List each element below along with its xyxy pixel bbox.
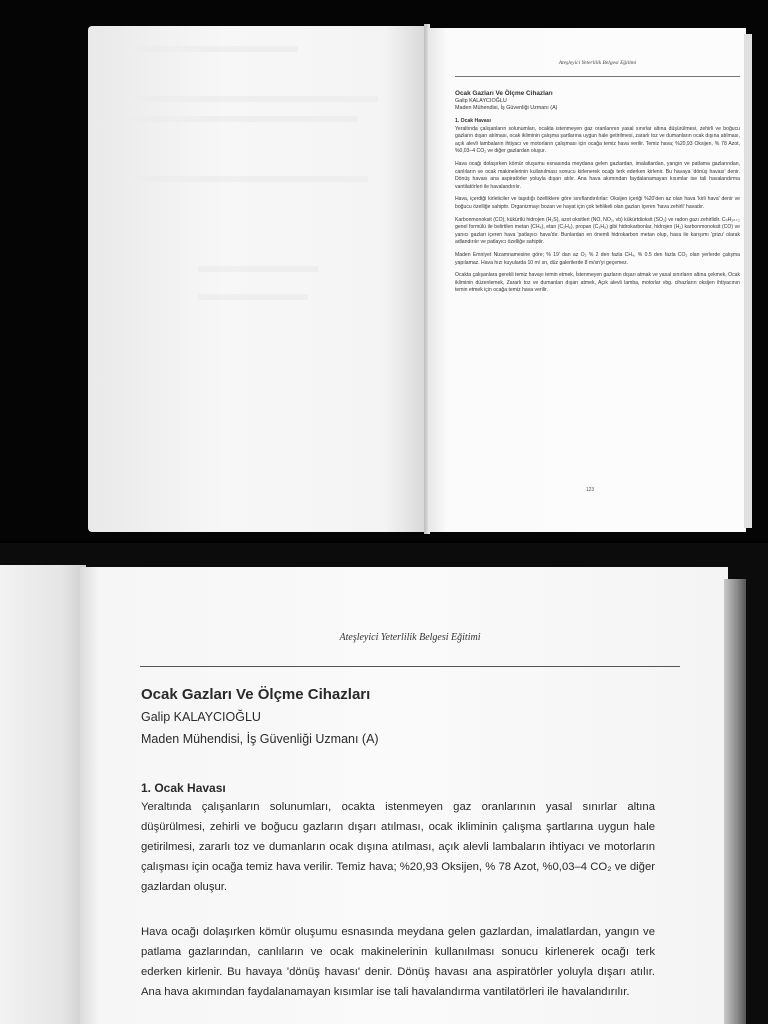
left-page-margin bbox=[0, 565, 86, 1024]
article-author: Galip KALAYCIOĞLU bbox=[455, 98, 507, 104]
paragraph: Maden Emniyet Nizamnamesine göre; % 19' dan az O₂ % 2 den fazla CH₄, % 0.5 den fazla CO₂ olan yerlerde çalışma yapılamaz. Hava hızı kuyularda 10 m/ sn, düz galerilerde 8 m/sn'yi geçemez. bbox=[455, 251, 740, 266]
article-title: Ocak Gazları Ve Ölçme Cihazları bbox=[141, 686, 371, 703]
page-edges bbox=[724, 579, 746, 1024]
paragraph: Yeraltında çalışanların solunumları, ocakta istenmeyen gaz oranlarının yasal sınırlar altına düşürülmesi, zehirli ve boğucu gazların dışarı atılması, ocak ikliminin çalışma şartlarına uygun hale getirilmesi, zararlı toz ve dumanların ocak dışına atılması, açık alevli lambaların ihtiyacı ve motorların çalışması için ocağa temiz hava verilir. Temiz hava; %20,93 Oksijen, % 78 Azot, %0,03–4 CO₂ ve diğer gazlardan oluşur. bbox=[455, 125, 740, 155]
article-body-zoomed bbox=[141, 684, 655, 1002]
page-edges bbox=[744, 34, 752, 528]
article-body bbox=[455, 90, 740, 300]
running-header: Ateşleyici Yeterlilik Belgesi Eğitimi bbox=[339, 632, 481, 643]
paragraph: Hava ocağı dolaşırken kömür oluşumu esnasında meydana gelen gazlardan, imalatlardan, yangın ve patlama gazlarından, canlıların ve ocak makinelerinin kullanılması sonucu kirlenerek ocağı terk ederken kirlenir. Bu havaya 'dönüş havası' denir. Dönüş havası ana aspiratörler yoluyla dışarı atılır. Ana hava akımından faydalanamayan kısımlar ise tali havalandırma vantilatörleri ile havalandırılır. bbox=[455, 160, 740, 190]
section-heading: 1. Ocak Havası bbox=[141, 781, 226, 795]
paragraph: Hava ocağı dolaşırken kömür oluşumu esnasında meydana gelen gazlardan, imalatlardan, yangın ve patlama gazlarından, canlıların ve ocak makinelerinin kullanılması sonucu kirlenerek ocağı terk ederken kirlenir. Bu havaya 'dönüş havası' denir. Dönüş havası ana aspiratörler yoluyla dışarı atılır. Ana hava akımından faydalanamayan kısımlar ise tali havalandırma vantilatörleri ile havalandırılır. bbox=[141, 926, 655, 998]
left-page-blank bbox=[88, 26, 426, 532]
article-affiliation: Maden Mühendisi, İş Güvenliği Uzmanı (A) bbox=[141, 732, 379, 746]
article-affiliation: Maden Mühendisi, İş Güvenliği Uzmanı (A) bbox=[455, 105, 558, 111]
running-header: Ateşleyici Yeterlilik Belgesi Eğitimi bbox=[558, 60, 637, 66]
show-through-text bbox=[128, 96, 378, 102]
show-through-text bbox=[128, 176, 368, 182]
paragraph: Hava, içerdiği kirleticiler ve taşıdığı özelliklere göre sınıflandırılırlar: Oksijen içeriği %20'den az olan hava 'kirli hava' denir ve boğucu özelliğe sahiptir. Organizmayı bozan ve hayat için çok tehlikeli olan gazları içeren 'hava zehirli' havadır. bbox=[455, 196, 740, 210]
paragraph: Yeraltında çalışanların solunumları, ocakta istenmeyen gaz oranlarının yasal sınırlar altına düşürülmesi, zehirli ve boğucu gazların dışarı atılması, ocak ikliminin çalışma şartlarına uygun hale getirilmesi, zararlı toz ve dumanların ocak dışına atılması, açık alevli lambaların ihtiyacı ve motorların çalışması için ocağa temiz hava verilir. Temiz hava; %20,93 Oksijen, % 78 Azot, %0,03–4 CO₂ ve diğer gazlardan oluşur. bbox=[141, 801, 655, 893]
zoomed-page-photo bbox=[0, 543, 768, 1024]
show-through-text bbox=[118, 46, 298, 52]
show-through-text bbox=[198, 294, 308, 300]
show-through-text bbox=[128, 116, 358, 122]
header-rule bbox=[140, 666, 680, 667]
article-title: Ocak Gazları Ve Ölçme Cihazları bbox=[455, 90, 553, 97]
show-through-text bbox=[198, 266, 318, 272]
page-number: 123 bbox=[585, 487, 595, 493]
header-rule bbox=[455, 76, 740, 77]
paragraph: Karbonmonoksit (CO), kükürtlü hidrojen (H₂S), azot oksitleri (NO, NO₂, vb) kükürtdioksit (SO₂) ve radon gazı zehirlidir. CₙH₂ₙ₊₂ genel formülü ile belirtilen metan (CH₄), etan (C₂H₆), propan (C₃H₈) gibi hidrokarbonlar, hidrojen (H₂) karbonmonoksit (CO) ve yanıcı gazları içeren hava 'patlayıcı hava'dır. Bunlardan en önemli hidrokarbon metan olup, hava ile karışımı 'grizu' olarak adlandırılır ve patlayıcı özelliğe sahiptir. bbox=[455, 216, 740, 246]
paragraph: Ocakta çalışanlara gerekli temiz havayı temin etmek, İstenmeyen gazların dışarı atmak ve yasal sınırların altına çekmek, Ocak ikliminin düzenlemek, Zararlı toz ve dumanları dışarı atmek, Açık alevli lamba, motorlar vbg. cihazların oksijen ihtiyacının temin etmek için ocağa temiz hava verilir. bbox=[455, 272, 740, 294]
section-heading: 1. Ocak Havası bbox=[455, 118, 491, 124]
article-author: Galip KALAYCIOĞLU bbox=[141, 710, 261, 724]
